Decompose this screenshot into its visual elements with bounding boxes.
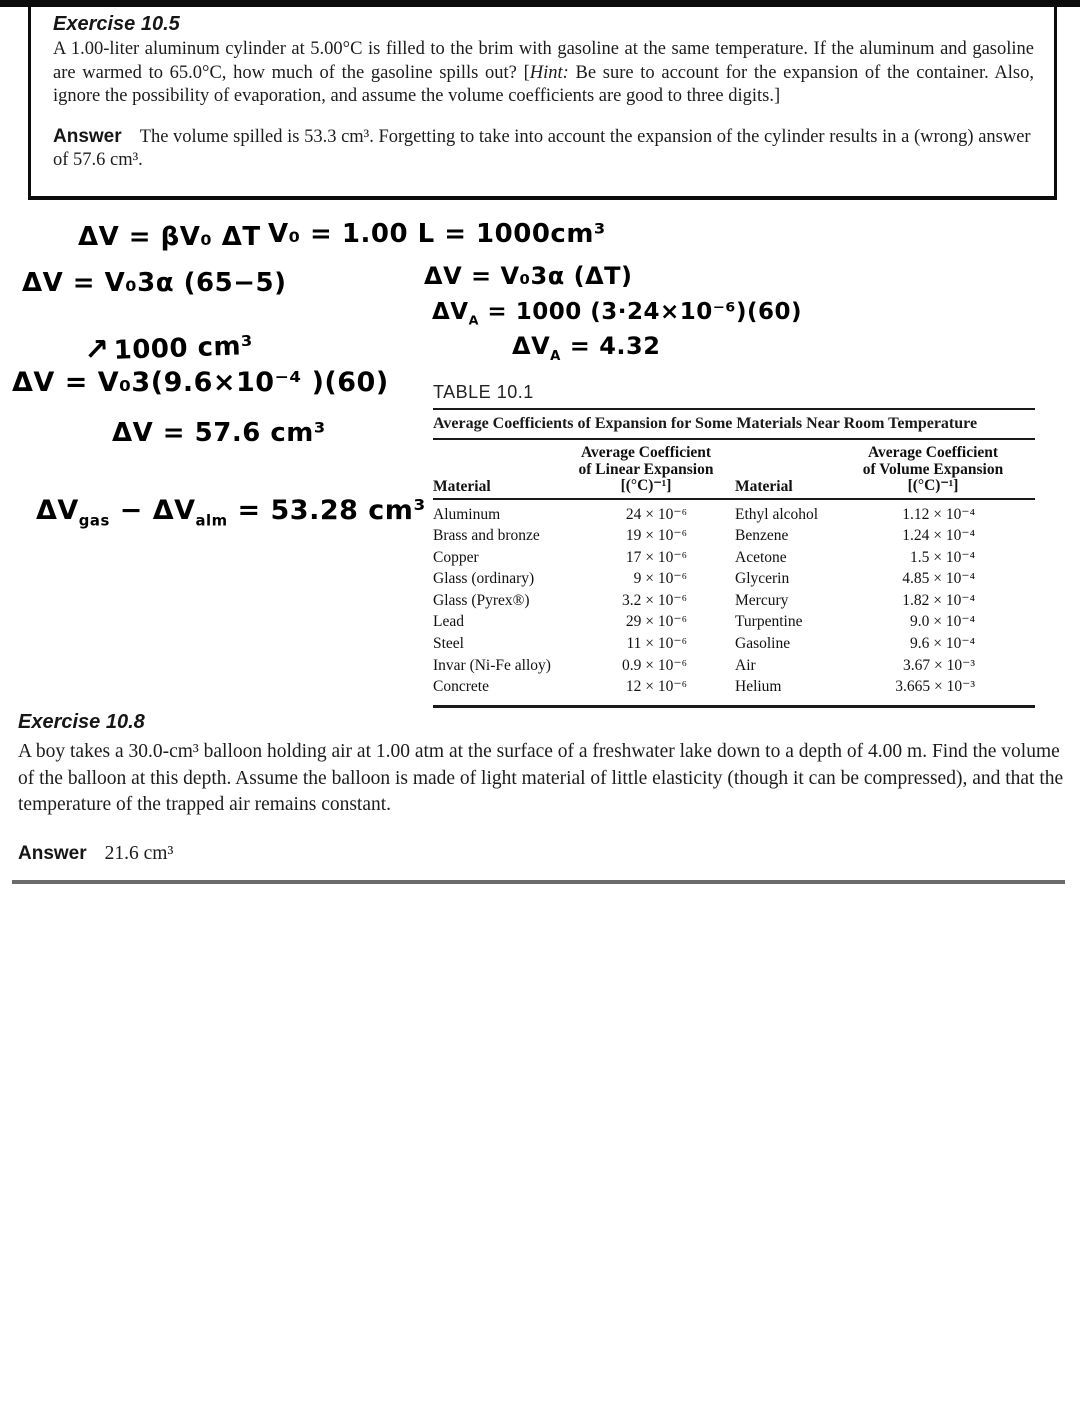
table-label: TABLE 10.1 <box>433 382 1035 410</box>
eq-term: = 1000 (3·24×10⁻⁶)(60) <box>478 299 803 325</box>
bottom-rule <box>12 880 1065 884</box>
answer-value: 21.6 cm³ <box>104 842 174 864</box>
table-row <box>433 633 1035 655</box>
table-row <box>433 525 1035 547</box>
value-cell: 1.24 × 10⁻⁴ <box>902 527 975 545</box>
eq-term: ΔV <box>512 332 551 360</box>
eq-subscript: gas <box>78 511 110 530</box>
handwritten-eq-alpha-dt: ΔV = V₀3α (ΔT) <box>424 262 633 290</box>
value-cell: 9.0 × 10⁻⁴ <box>910 613 975 631</box>
exercise-10-5-heading: Exercise 10.5 <box>53 13 180 35</box>
exercise-10-8-body: A boy takes a 30.0-cm³ balloon holding air at 1.00 atm at the surface of a freshwater lake down to a depth of 4.00 m. Find the volume of the balloon at this depth. Assume the balloon is made of light material of little elasticity (though it can be compressed), and that the temperature of the trapped air remains constant. <box>18 741 1064 815</box>
eq-term: ΔV <box>432 299 469 325</box>
handwritten-eq-final-difference <box>36 495 426 530</box>
body-text-post-hint: Be sure to account for the expansion of the container. Also, ignore the possibility of evaporation, and assume the volume coefficients are good to three digits.] <box>53 62 1034 106</box>
header-volume-expansion <box>796 445 1070 495</box>
answer-label: Answer <box>18 842 87 864</box>
value-cell: 9.6 × 10⁻⁴ <box>910 635 975 653</box>
handwritten-arrow-annotation <box>83 327 253 368</box>
handwritten-eq-initial-volume: V₀ = 1.00 L = 1000cm³ <box>268 219 606 249</box>
material-cell: Concrete <box>433 678 489 696</box>
table-row <box>433 547 1035 569</box>
value-cell: 12 × 10⁻⁶ <box>625 678 687 696</box>
material-cell: Lead <box>433 613 464 631</box>
value-cell: 3.67 × 10⁻³ <box>903 656 975 674</box>
material-cell: Gasoline <box>735 635 791 653</box>
material-cell: Ethyl alcohol <box>735 505 819 523</box>
material-cell: Benzene <box>735 527 789 545</box>
value-cell: 11 × 10⁻⁶ <box>626 635 687 653</box>
material-cell: Glass (ordinary) <box>433 570 535 588</box>
header-line: Average Coefficient <box>867 444 999 461</box>
handwritten-eq-aluminum-numeric <box>432 299 802 328</box>
material-cell: Helium <box>735 678 782 696</box>
table-row <box>433 568 1035 590</box>
northeast-arrow-icon: ↗ <box>83 332 111 368</box>
material-cell: Mercury <box>735 591 789 609</box>
material-cell: Aluminum <box>433 505 501 523</box>
eq-term: − ΔV <box>109 495 196 526</box>
value-cell: 24 × 10⁻⁶ <box>625 505 687 523</box>
table-10-1 <box>433 382 1035 708</box>
value-cell: 19 × 10⁻⁶ <box>625 527 687 545</box>
exercise-10-5-box <box>28 7 1057 200</box>
top-rule <box>0 0 1080 7</box>
value-cell: 9 × 10⁻⁶ <box>633 570 687 588</box>
eq-term: ΔV <box>36 495 79 526</box>
material-cell: Glycerin <box>735 570 790 588</box>
value-cell: 3.2 × 10⁻⁶ <box>622 591 687 609</box>
material-cell: Steel <box>433 635 464 653</box>
answer-text: The volume spilled is 53.3 cm³. Forgetting to take into account the expansion of the cylinder results in a (wrong) answer of 57.6 cm³. <box>53 126 1031 170</box>
eq-term: = 4.32 <box>560 332 661 360</box>
header-line: of Linear Expansion <box>578 460 714 478</box>
material-cell: Acetone <box>735 548 787 566</box>
header-line: of Volume Expansion <box>862 460 1004 478</box>
table-row <box>433 611 1035 633</box>
table-header-row <box>433 440 1035 500</box>
table-row <box>433 655 1035 677</box>
handwritten-eq-gasoline-result: ΔV = 57.6 cm³ <box>112 418 326 448</box>
exercise-10-8-heading: Exercise 10.8 <box>18 711 145 733</box>
value-cell: 3.665 × 10⁻³ <box>895 678 975 696</box>
handwritten-eq-beta-formula: ΔV = βV₀ ΔT <box>78 222 261 252</box>
material-cell: Invar (Ni-Fe alloy) <box>433 656 551 674</box>
material-cell: Air <box>735 656 756 674</box>
table-row <box>433 504 1035 526</box>
handwritten-eq-aluminum-result <box>512 332 660 364</box>
material-cell: Brass and bronze <box>433 527 540 545</box>
value-cell: 17 × 10⁻⁶ <box>625 548 687 566</box>
header-line: Average Coefficient <box>580 444 712 461</box>
table-body <box>433 500 1035 708</box>
header-line: [(°C)⁻¹] <box>907 477 959 494</box>
body-text-pre-hint: A 1.00-liter aluminum cylinder at 5.00°C is filled to the brim with gasoline at the same temperature. If the aluminum and gasoline are warmed to 65.0°C, how much of the gasoline spills out? [ <box>53 39 1034 83</box>
exercise-10-8-section <box>18 710 1066 884</box>
exercise-10-5-body <box>53 38 1034 109</box>
table-row <box>433 590 1035 612</box>
header-material-1: Material <box>433 477 491 495</box>
value-cell: 0.9 × 10⁻⁶ <box>622 656 687 674</box>
material-cell: Glass (Pyrex®) <box>433 591 530 609</box>
material-cell: Copper <box>433 548 479 566</box>
exercise-10-5-answer <box>53 125 1034 173</box>
table-row <box>433 676 1035 698</box>
annotation-text: 1000 cm³ <box>113 331 254 366</box>
exercise-10-8-answer <box>18 843 1066 865</box>
table-title: Average Coefficients of Expansion for Some Materials Near Room Temperature <box>433 410 1035 440</box>
answer-label: Answer <box>53 125 122 147</box>
value-cell: 1.82 × 10⁻⁴ <box>902 591 975 609</box>
value-cell: 1.5 × 10⁻⁴ <box>910 548 975 566</box>
handwritten-eq-gasoline-expanded: ΔV = V₀3α (65−5) <box>22 268 287 298</box>
handwritten-eq-gasoline-numeric: ΔV = V₀3(9.6×10⁻⁴ )(60) <box>12 367 389 398</box>
header-line: [(°C)⁻¹] <box>620 477 672 494</box>
value-cell: 29 × 10⁻⁶ <box>625 613 687 631</box>
value-cell: 4.85 × 10⁻⁴ <box>902 570 975 588</box>
header-material-2: Material <box>735 477 793 495</box>
value-cell: 1.12 × 10⁻⁴ <box>902 505 975 523</box>
hint-label: Hint: <box>529 62 569 83</box>
material-cell: Turpentine <box>735 613 803 631</box>
eq-subscript: alm <box>195 511 228 530</box>
eq-subscript: A <box>468 312 479 328</box>
eq-term: = 53.28 cm³ <box>227 495 426 526</box>
eq-subscript: A <box>550 348 561 364</box>
